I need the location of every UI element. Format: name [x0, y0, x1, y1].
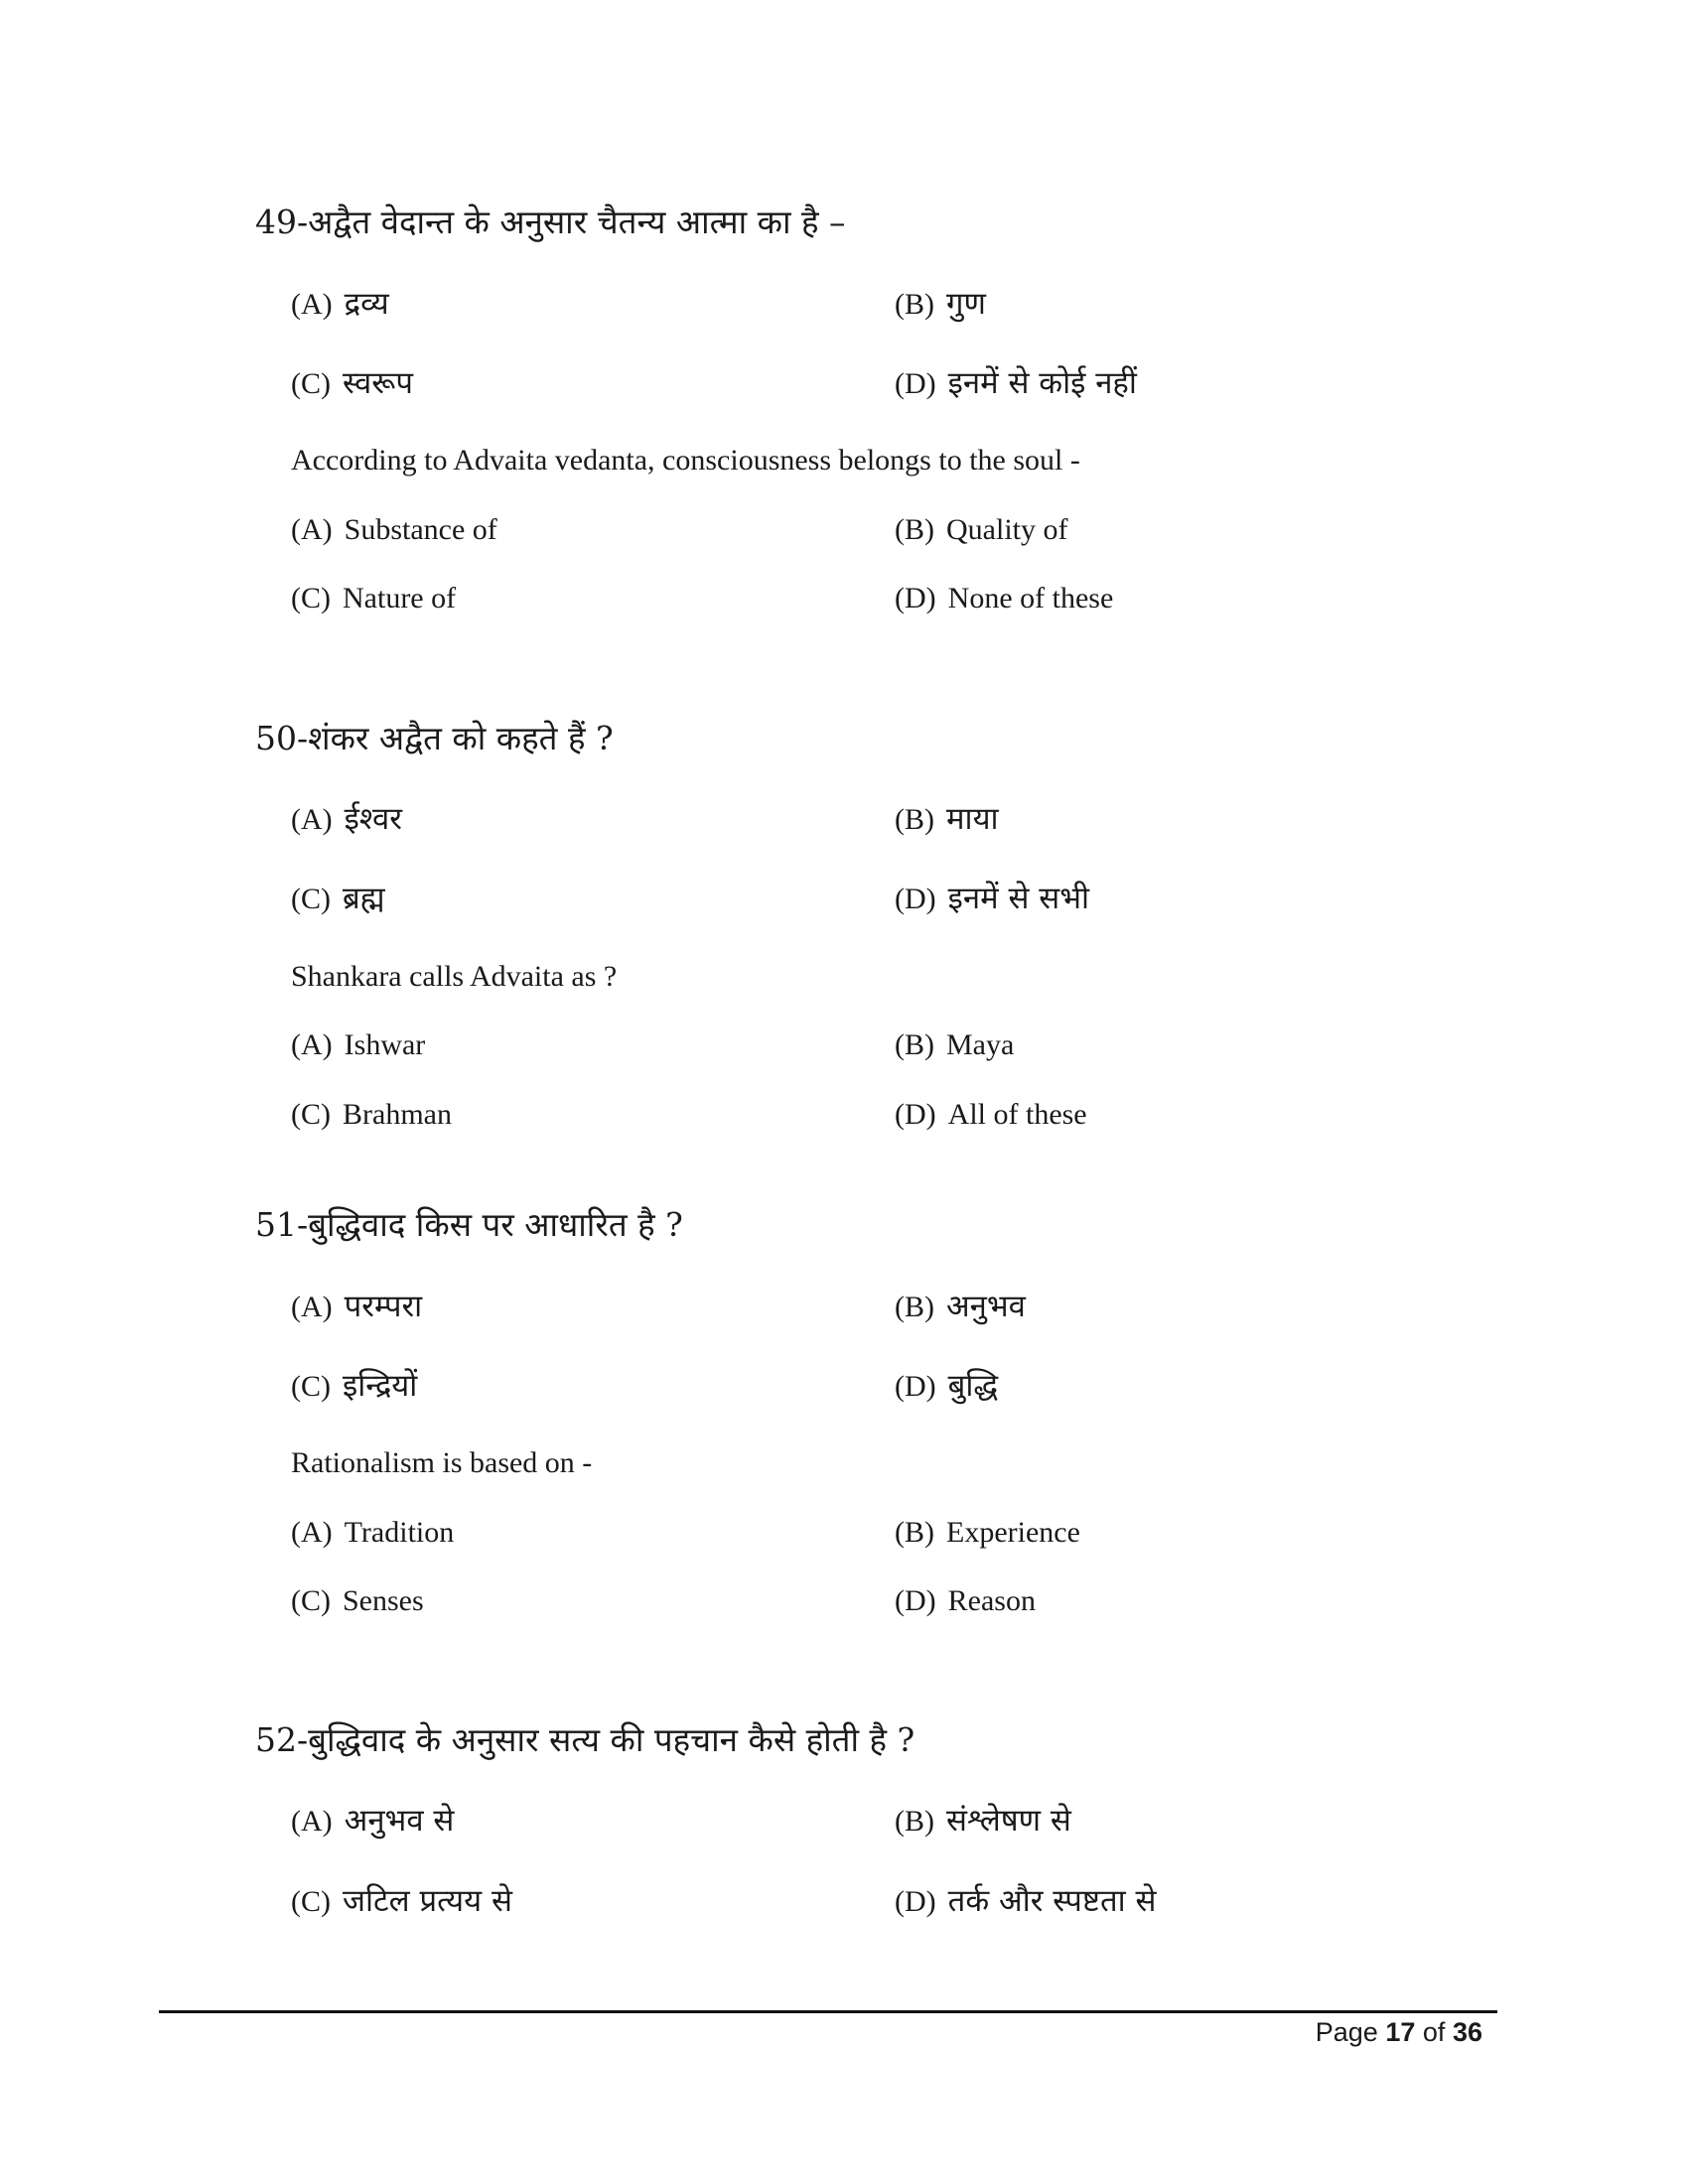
q50-english-option-d: (D) All of these [895, 1098, 1087, 1131]
q51-hindi-option-d: (D) बुद्धि [895, 1368, 999, 1404]
q51-english-option-c: (C) Senses [291, 1584, 424, 1617]
q49-hindi-option-a: (A) द्रव्य [291, 286, 389, 322]
q50-english-option-b: (B) Maya [895, 1028, 1015, 1061]
page-word: Page [1315, 2017, 1378, 2047]
question-49-english: According to Advaita vedanta, consciousness belongs to the soul - [291, 444, 1080, 477]
q49-english-option-d: (D) None of these [895, 582, 1114, 614]
q50-english-option-c: (C) Brahman [291, 1098, 452, 1131]
q52-hindi-option-c: (C) जटिल प्रत्यय से [291, 1883, 512, 1919]
q52-hindi-option-a: (A) अनुभव से [291, 1803, 455, 1839]
q49-hindi-option-d: (D) इनमें से कोई नहीं [895, 365, 1137, 401]
page-total: 36 [1452, 2017, 1482, 2047]
page-current: 17 [1385, 2017, 1416, 2047]
q51-hindi-option-c: (C) इन्द्रियों [291, 1368, 418, 1404]
q52-hindi-option-d: (D) तर्क और स्पष्टता से [895, 1883, 1157, 1919]
q49-hindi-option-c: (C) स्वरूप [291, 365, 413, 401]
q50-hindi-option-a: (A) ईश्वर [291, 801, 402, 837]
question-49-hindi: 49-अद्वैत वेदान्त के अनुसार चैतन्य आत्मा का है – [255, 203, 846, 241]
footer-divider [159, 2010, 1497, 2013]
question-51-english: Rationalism is based on - [291, 1446, 593, 1479]
q51-english-option-a: (A) Tradition [291, 1516, 455, 1549]
q49-english-option-a: (A) Substance of [291, 513, 497, 546]
q49-english-option-b: (B) Quality of [895, 513, 1068, 546]
q50-hindi-option-d: (D) इनमें से सभी [895, 881, 1090, 916]
question-51-hindi: 51-बुद्धिवाद किस पर आधारित है ? [255, 1205, 683, 1244]
q49-hindi-option-b: (B) गुण [895, 286, 986, 322]
q50-english-option-a: (A) Ishwar [291, 1028, 426, 1061]
q49-english-option-c: (C) Nature of [291, 582, 457, 614]
question-50-english: Shankara calls Advaita as ? [291, 960, 618, 993]
question-50-hindi: 50-शंकर अद्वैत को कहते हैं ? [255, 719, 614, 757]
q52-hindi-option-b: (B) संश्लेषण से [895, 1803, 1071, 1839]
question-52-hindi: 52-बुद्धिवाद के अनुसार सत्य की पहचान कैसे होती है ? [255, 1720, 915, 1759]
page-number [1316, 2017, 1482, 2048]
q51-english-option-d: (D) Reason [895, 1584, 1036, 1617]
q51-english-option-b: (B) Experience [895, 1516, 1080, 1549]
q50-hindi-option-b: (B) माया [895, 801, 999, 837]
q51-hindi-option-a: (A) परम्परा [291, 1289, 423, 1324]
of-word: of [1422, 2017, 1446, 2047]
q51-hindi-option-b: (B) अनुभव [895, 1289, 1026, 1324]
q50-hindi-option-c: (C) ब्रह्म [291, 881, 385, 916]
